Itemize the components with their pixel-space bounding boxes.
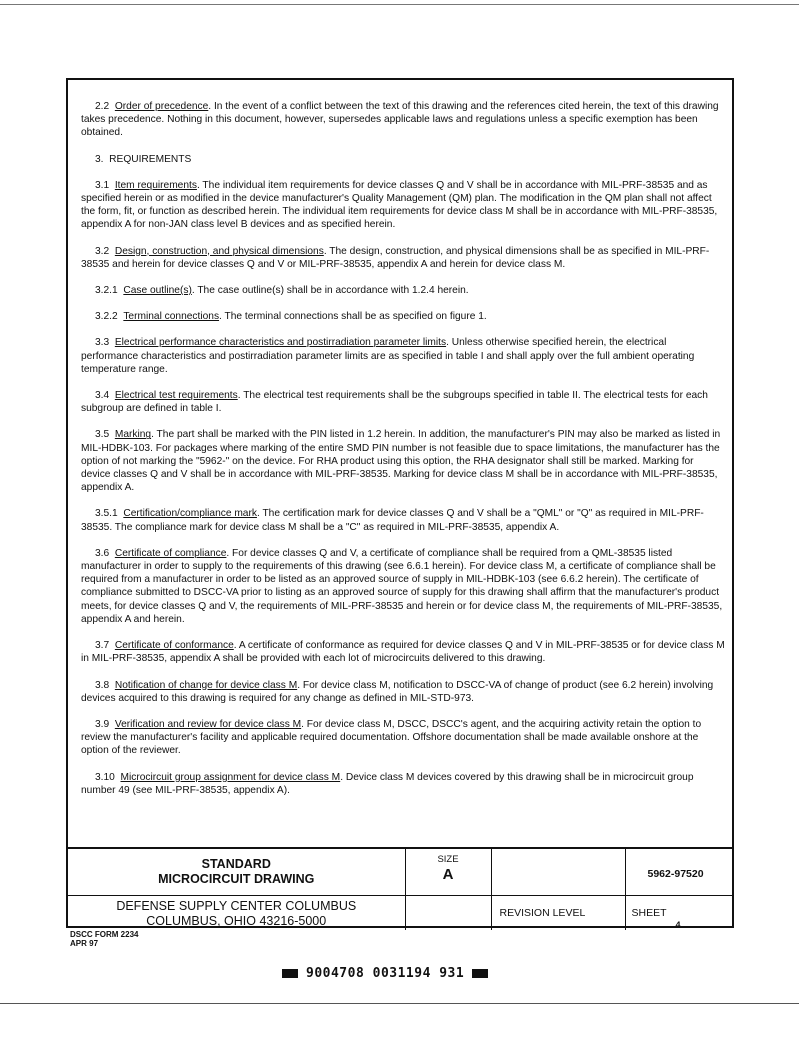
- paragraph-3-4: [81, 389, 725, 415]
- paragraph-title: Marking: [114, 429, 152, 441]
- paragraph-3-5: [81, 428, 725, 494]
- paragraph-number: 3.10: [95, 771, 115, 783]
- microcircuit-drawing-title: MICROCIRCUIT DRAWING: [158, 872, 315, 886]
- agency-cell: [68, 895, 405, 930]
- paragraph-title: Certificate of conformance: [114, 640, 234, 652]
- paragraph-3-2-2: [81, 310, 725, 323]
- paragraph-number: 3.5: [95, 429, 110, 441]
- paragraph-title: Item requirements: [114, 179, 197, 191]
- paragraph-3: [81, 153, 725, 166]
- paragraph-title: Terminal connections: [123, 311, 220, 323]
- paragraph-text: . For device class M, notification to DSCC-VA of change of product (see 6.2 herein) involving devices acquired to this drawing is required for any change as defined in MIL-STD-973.: [81, 679, 714, 704]
- paragraph-number: 3.3: [95, 337, 110, 349]
- paragraph-title: Microcircuit group assignment for device class M: [120, 771, 341, 783]
- body-text: [81, 100, 725, 810]
- paragraph-3-3: [81, 336, 725, 376]
- size-label: SIZE: [437, 854, 459, 865]
- paragraph-title: Certificate of compliance: [114, 547, 227, 559]
- drawing-frame: [66, 78, 734, 928]
- paragraph-text: . The electrical test requirements shall be the subgroups specified in table II. The electrical tests for each subgroup are defined in table I.: [81, 390, 708, 415]
- paragraph-number: 3.2.2: [95, 311, 118, 323]
- paragraph-3-7: [81, 639, 725, 665]
- form-id: DSCC FORM 2234: [70, 930, 139, 939]
- paragraph-3-5-1: [81, 507, 725, 533]
- revision-value-cell: [405, 895, 491, 930]
- paragraph-title: Electrical performance characteristics and postirradiation parameter limits: [114, 337, 447, 349]
- standard-drawing-cell: [68, 849, 405, 895]
- top-rule: [0, 4, 799, 5]
- paragraph-text: . The certification mark for device classes Q and V shall be a "QML" or "Q" as required in MIL-PRF-38535. The compliance mark for device class M shall be a "C" as required in MIL-PRF-38535, appendix A.: [81, 508, 704, 533]
- agency-address: COLUMBUS, OHIO 43216-5000: [146, 913, 327, 928]
- blank-cell: [491, 849, 625, 895]
- agency-name: DEFENSE SUPPLY CENTER COLUMBUS: [116, 898, 357, 913]
- form-number: [70, 930, 138, 948]
- paragraph-title: Case outline(s): [123, 285, 192, 297]
- paragraph-3-9: [81, 718, 725, 758]
- paragraph-title: Order of precedence: [114, 101, 209, 112]
- paragraph-text: . For device class M, DSCC, DSCC's agent, and the acquiring activity retain the option to review the manufacturer's facility and applicable required documentation. Offshore documentation shall be made available onshore at the option of the reviewer.: [81, 718, 702, 757]
- paragraph-text: . A certificate of conformance as required for device classes Q and V in MIL-PRF-38535 or for device class M in MIL-PRF-38535, appendix A shall be provided with each lot of microcircuits delivered to this drawing.: [81, 640, 725, 665]
- sheet-label: SHEET: [631, 906, 667, 919]
- paragraph-3-10: [81, 771, 725, 797]
- paragraph-number: 3.: [95, 153, 104, 165]
- paragraph-title: Design, construction, and physical dimensions: [114, 245, 324, 257]
- revision-level-label: REVISION LEVEL: [491, 895, 625, 930]
- bottom-rule: [0, 1003, 799, 1004]
- paragraph-text: . Unless otherwise specified herein, the electrical performance characteristics and postirradiation parameter limits are as specified in table I and shall apply over the full ambient operating temperature range.: [81, 337, 695, 375]
- paragraph-number: 3.6: [95, 547, 110, 559]
- paragraph-number: 2.2: [95, 101, 110, 112]
- barcode-right-bar: [472, 969, 488, 978]
- paragraph-title: Certification/compliance mark: [123, 508, 257, 520]
- paragraph-number: 3.1: [95, 179, 110, 191]
- paragraph-text: . The part shall be marked with the PIN listed in 1.2 herein. In addition, the manufacturer's PIN may also be marked as listed in MIL-HDBK-103. For packages where marking of the entire SMD PIN number is not feasible due to space limitations, the manufacturer has the option of not marking the "5962-" on the device. For RHA product using this option, the RHA designator shall still be marked. Marking for device classes Q and V shall be in accordance with MIL-PRF-38535. Marking for device class M shall be in accordance with MIL-PRF-38535, appendix A.: [81, 429, 721, 494]
- paragraph-text: . The case outline(s) shall be in accordance with 1.2.4 herein.: [191, 285, 469, 297]
- section-heading: REQUIREMENTS: [109, 153, 192, 165]
- form-date: APR 97: [70, 939, 99, 948]
- paragraph-number: 3.5.1: [95, 508, 118, 520]
- drawing-number: 5962-97520: [625, 849, 732, 895]
- barcode-text: 9004708 0031194 931: [306, 965, 465, 981]
- paragraph-title: Electrical test requirements: [114, 390, 238, 402]
- paragraph-number: 3.8: [95, 679, 110, 691]
- paragraph-text: . The design, construction, and physical dimensions shall be as specified in MIL-PRF-38535 and herein for device classes Q and V or MIL-PRF-38535, appendix A and herein for device class M.: [81, 245, 710, 270]
- paragraph-text: . The individual item requirements for device classes Q and V shall be in accordance with MIL-PRF-38535 and as specified herein or as modified in the device manufacturer's Quality Management (QM) plan. The modification in the QM plan shall not affect the form, fit, or function as described herein. The individual item requirements for device class M shall be in accordance with MIL-PRF-38535, appendix A for non-JAN class level B devices and as specified herein.: [81, 179, 718, 231]
- paragraph-number: 3.2.1: [95, 285, 118, 297]
- paragraph-title: Verification and review for device class M: [114, 718, 302, 730]
- paragraph-2-2: [81, 100, 725, 140]
- paragraph-title: Notification of change for device class M: [114, 679, 298, 691]
- paragraph-3-8: [81, 679, 725, 705]
- sheet-cell: [625, 895, 732, 930]
- paragraph-text: . The terminal connections shall be as specified on figure 1.: [219, 311, 487, 323]
- sheet-number: 4: [675, 919, 681, 930]
- barcode-left-bar: [282, 969, 298, 978]
- paragraph-text: . In the event of a conflict between the text of this drawing and the references cited herein, the text of this drawing takes precedence. Nothing in this document, however, supersedes applicable laws and regulations unless a specific exemption has been obtained.: [81, 101, 719, 139]
- paragraph-number: 3.9: [95, 718, 110, 730]
- paragraph-3-1: [81, 179, 725, 232]
- paragraph-number: 3.4: [95, 390, 110, 402]
- barcode: [282, 964, 488, 982]
- size-cell: [405, 849, 491, 895]
- title-block-table: [68, 849, 732, 930]
- title-block: [68, 847, 732, 930]
- paragraph-3-6: [81, 547, 725, 626]
- paragraph-3-2-1: [81, 284, 725, 297]
- paragraph-text: . For device classes Q and V, a certificate of compliance shall be required from a QML-38535 listed manufacturer in order to supply to the requirements of this drawing (see 6.6.1 herein). For device class M, a certificate of compliance shall be required from a manufacturer in order to be listed as an approved source of supply in MIL-HDBK-103 (see 6.6.2 herein). The certificate of compliance submitted to DSCC-VA prior to listing as an approved source of supply for this drawing shall affirm that the manufacturer's product meets, for device classes Q and V, the requirements of MIL-PRF-38535 and herein or for device class M, the requirements of MIL-PRF-38535, appendix A and herein.: [81, 547, 723, 625]
- paragraph-number: 3.7: [95, 640, 110, 652]
- paragraph-text: . Device class M devices covered by this drawing shall be in microcircuit group number 49 (see MIL-PRF-38535, appendix A).: [81, 771, 694, 796]
- size-value: A: [442, 866, 454, 883]
- standard-title: STANDARD: [201, 857, 271, 871]
- paragraph-number: 3.2: [95, 245, 110, 257]
- paragraph-3-2: [81, 245, 725, 271]
